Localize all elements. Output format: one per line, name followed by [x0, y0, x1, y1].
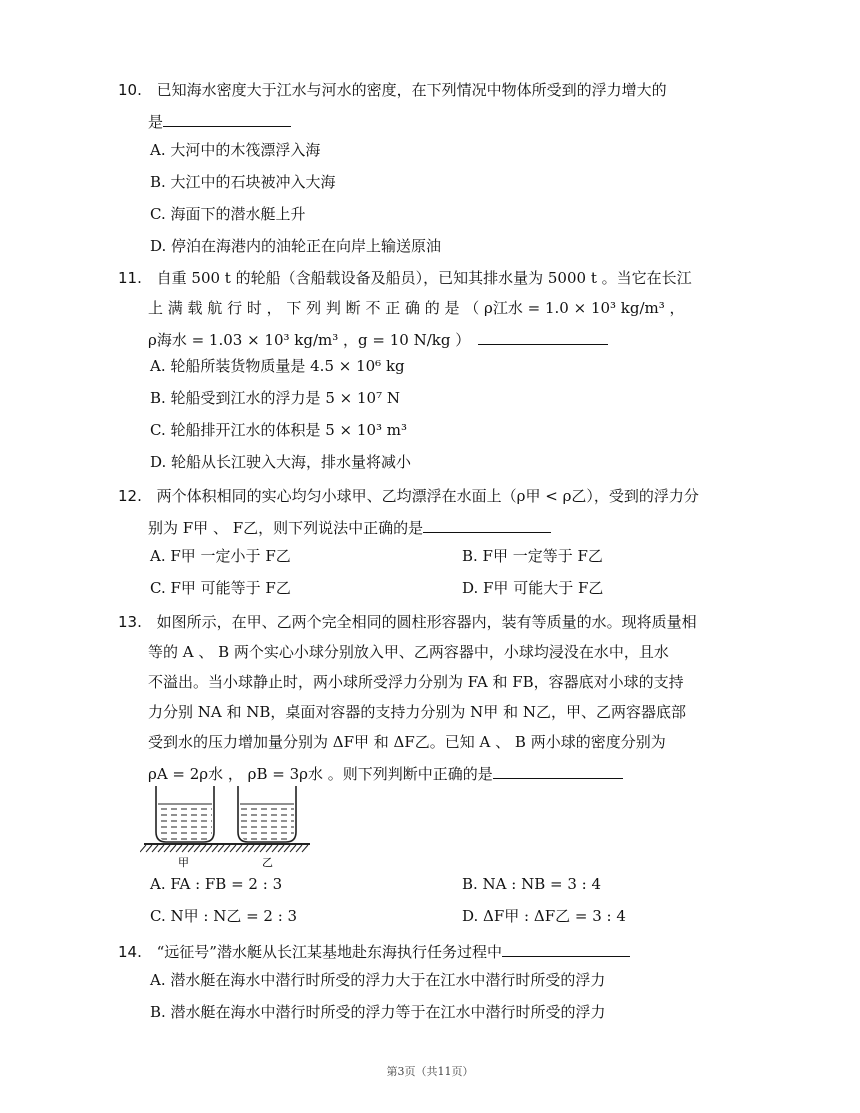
q13-option-c: C. N甲 : N乙 = 2 : 3 — [150, 907, 298, 925]
table-hatch-mark — [182, 845, 188, 852]
q13-number: 13. — [118, 613, 142, 631]
table-hatch-mark — [230, 845, 236, 852]
q10-option-b: B. 大江中的石块被冲入大海 — [150, 173, 336, 191]
table-hatch-mark — [284, 845, 290, 852]
q13-stem-line5: 受到水的压力增加量分别为 ΔF甲 和 ΔF乙。已知 A 、 B 两小球的密度分别为 — [148, 733, 666, 751]
q10-stem-line2 — [148, 110, 291, 132]
q11-answer-blank[interactable] — [478, 328, 608, 345]
q11-option-d: D. 轮船从长江驶入大海，排水量将减小 — [150, 453, 412, 471]
table-hatch-mark — [278, 845, 284, 852]
q10-option-d: D. 停泊在海港内的油轮正在向岸上输送原油 — [150, 237, 442, 255]
container-yi — [238, 786, 296, 842]
q14-option-b: B. 潜水艇在海水中潜行时所受的浮力等于在江水中潜行时所受的浮力 — [150, 1003, 606, 1021]
table-hatch-mark — [296, 845, 302, 852]
table-hatch-mark — [272, 845, 278, 852]
table-hatch-mark — [158, 845, 164, 852]
table-hatch-mark — [254, 845, 260, 852]
table-hatch-mark — [140, 845, 146, 852]
q14-number: 14. — [118, 943, 142, 961]
table-hatch-mark — [260, 845, 266, 852]
q10-stem-text-2: 是 — [148, 113, 164, 131]
table-hatch-mark — [236, 845, 242, 852]
q12-stem-text-2: 别为 F甲 、 F乙，则下列说法中正确的是 — [148, 519, 424, 537]
table-hatch-mark — [218, 845, 224, 852]
q11-stem-line1 — [118, 268, 692, 288]
table-surface — [140, 844, 310, 852]
q13-stem-line4: 力分别 NA 和 NB，桌面对容器的支持力分别为 N甲 和 N乙，甲、乙两容器底部 — [148, 703, 686, 721]
q13-stem-line2: 等的 A 、 B 两个实心小球分别放入甲、乙两容器中，小球均浸没在水中，且水 — [148, 643, 669, 661]
q13-option-b: B. NA : NB = 3 : 4 — [462, 875, 602, 893]
q12-stem-line2 — [148, 516, 551, 538]
table-hatch-mark — [206, 845, 212, 852]
q11-stem-text-3: ρ海水 = 1.03 × 10³ kg/m³ ，g = 10 N/kg ） — [148, 331, 471, 349]
q12-option-a: A. F甲 一定小于 F乙 — [150, 547, 291, 565]
q12-option-b: B. F甲 一定等于 F乙 — [462, 547, 603, 565]
q12-option-d: D. F甲 可能大于 F乙 — [462, 579, 604, 597]
table-hatch-mark — [152, 845, 158, 852]
figure-label-jia: 甲 — [178, 856, 189, 869]
q13-option-a: A. FA : FB = 2 : 3 — [150, 875, 283, 893]
q12-stem-text: 两个体积相同的实心均匀小球甲、乙均漂浮在水面上（ρ甲 < ρ乙），受到的浮力分 — [156, 487, 699, 505]
container-jia — [156, 786, 214, 842]
q11-option-a: A. 轮船所装货物质量是 4.5 × 10⁶ kg — [150, 357, 405, 375]
q11-stem-line3 — [148, 328, 608, 350]
table-hatch-mark — [170, 845, 176, 852]
q10-number: 10. — [118, 81, 142, 99]
figure-label-yi: 乙 — [262, 856, 273, 869]
q12-answer-blank[interactable] — [423, 516, 551, 533]
q13-stem-line1 — [118, 612, 697, 632]
table-hatch-mark — [266, 845, 272, 852]
table-hatch-mark — [164, 845, 170, 852]
q10-answer-blank[interactable] — [163, 110, 291, 127]
q14-stem-text: “远征号”潜水艇从长江某基地赴东海执行任务过程中 — [156, 943, 502, 961]
page-footer: 第3页（共11页） — [386, 1065, 474, 1078]
table-hatch-mark — [188, 845, 194, 852]
q14-stem-line1 — [118, 940, 630, 962]
table-hatch-mark — [200, 845, 206, 852]
table-hatch-mark — [194, 845, 200, 852]
q13-stem-text: 如图所示，在甲、乙两个完全相同的圆柱形容器内，装有等质量的水。现将质量相 — [156, 613, 697, 631]
q10-stem-line1 — [118, 80, 667, 100]
q10-option-c: C. 海面下的潜水艇上升 — [150, 205, 306, 223]
q12-stem-line1 — [118, 486, 699, 506]
q11-stem-text: 自重 500 t 的轮船（含船载设备及船员），已知其排水量为 5000 t 。当它在长江 — [156, 269, 692, 287]
q13-answer-blank[interactable] — [493, 762, 623, 779]
q12-option-c: C. F甲 可能等于 F乙 — [150, 579, 291, 597]
q11-option-b: B. 轮船受到江水的浮力是 5 × 10⁷ N — [150, 389, 400, 407]
table-hatch-mark — [146, 845, 152, 852]
table-hatch-mark — [290, 845, 296, 852]
q13-figure — [140, 782, 312, 872]
q13-stem-line6 — [148, 762, 623, 784]
q14-answer-blank[interactable] — [502, 940, 630, 957]
table-hatch-mark — [242, 845, 248, 852]
q10-stem-text: 已知海水密度大于江水与河水的密度，在下列情况中物体所受到的浮力增大的 — [156, 81, 667, 99]
q11-option-c: C. 轮船排开江水的体积是 5 × 10³ m³ — [150, 421, 408, 439]
q10-option-a: A. 大河中的木筏漂浮入海 — [150, 141, 321, 159]
table-hatch-mark — [248, 845, 254, 852]
table-hatch-mark — [224, 845, 230, 852]
q13-stem-text-6: ρA = 2ρ水 ， ρB = 3ρ水 。则下列判断中正确的是 — [148, 765, 493, 783]
q12-number: 12. — [118, 487, 142, 505]
table-hatch-mark — [302, 845, 308, 852]
q11-number: 11. — [118, 269, 142, 287]
q11-stem-line2: 上 满 载 航 行 时 ， 下 列 判 断 不 正 确 的 是 （ ρ江水 = 1.0 × 10³ kg/m³ ， — [148, 299, 685, 317]
table-hatch-mark — [176, 845, 182, 852]
q14-option-a: A. 潜水艇在海水中潜行时所受的浮力大于在江水中潜行时所受的浮力 — [150, 971, 606, 989]
q13-option-d: D. ΔF甲 : ΔF乙 = 3 : 4 — [462, 907, 626, 925]
table-hatch-mark — [212, 845, 218, 852]
q13-stem-line3: 不溢出。当小球静止时，两小球所受浮力分别为 FA 和 FB，容器底对小球的支持 — [148, 673, 684, 691]
